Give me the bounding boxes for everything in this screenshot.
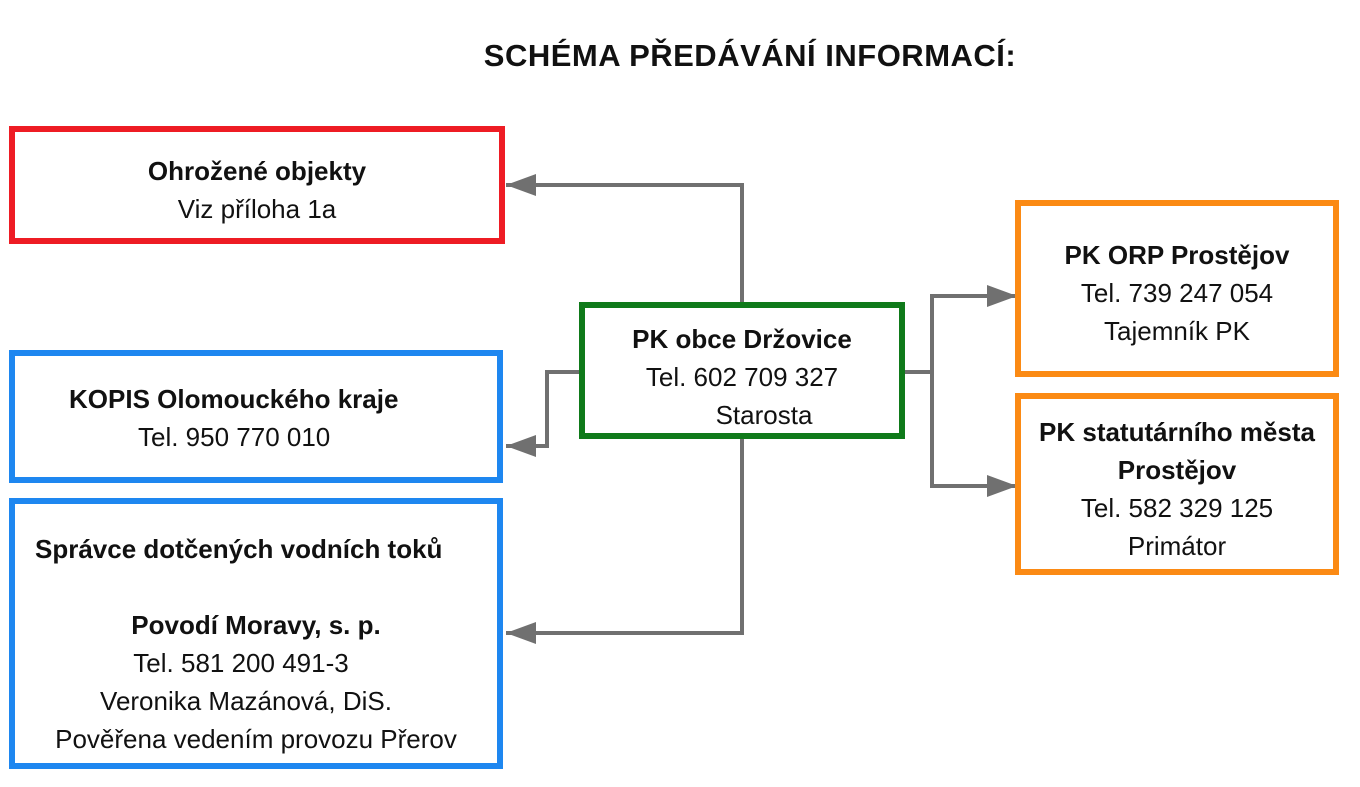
arrow-to-orp — [932, 296, 1017, 372]
river-manager-org: Povodí Moravy, s. p. — [131, 610, 381, 640]
city-name-line1: PK statutárního města — [1039, 417, 1315, 447]
river-manager-role: Pověřena vedením provozu Přerov — [55, 724, 457, 754]
river-manager-contact: Veronika Mazánová, DiS. — [100, 686, 392, 716]
center-role: Starosta — [715, 400, 813, 430]
center-box — [579, 302, 905, 439]
city-role: Primátor — [1127, 531, 1227, 561]
kopis-box — [9, 350, 503, 483]
orp-name: PK ORP Prostějov — [1064, 240, 1290, 270]
orp-phone: Tel. 739 247 054 — [1080, 278, 1274, 308]
river-manager-name: Správce dotčených vodních toků — [35, 534, 443, 564]
center-name: PK obce Držovice — [632, 324, 852, 354]
arrow-to-river-manager — [506, 439, 742, 633]
arrow-to-threatened-objects — [506, 185, 742, 302]
center-phone: Tel. 602 709 327 — [645, 362, 839, 392]
diagram-title: SCHÉMA PŘEDÁVÁNÍ INFORMACÍ: — [483, 38, 1017, 73]
threatened-objects-box — [9, 126, 505, 244]
arrow-to-kopis — [506, 372, 582, 446]
kopis-phone: Tel. 950 770 010 — [138, 422, 331, 452]
threatened-objects-reference: Viz příloha 1a — [177, 194, 337, 224]
city-name-line2: Prostějov — [1117, 455, 1237, 485]
orp-role: Tajemník PK — [1104, 316, 1250, 346]
river-manager-phone: Tel. 581 200 491-3 — [133, 648, 349, 678]
city-phone: Tel. 582 329 125 — [1080, 493, 1274, 523]
city-box — [1015, 393, 1339, 575]
threatened-objects-name: Ohrožené objekty — [147, 156, 367, 186]
orp-box — [1015, 200, 1339, 377]
river-manager-box — [9, 498, 503, 769]
arrow-to-city — [932, 372, 1017, 486]
kopis-name: KOPIS Olomouckého kraje — [69, 384, 399, 414]
